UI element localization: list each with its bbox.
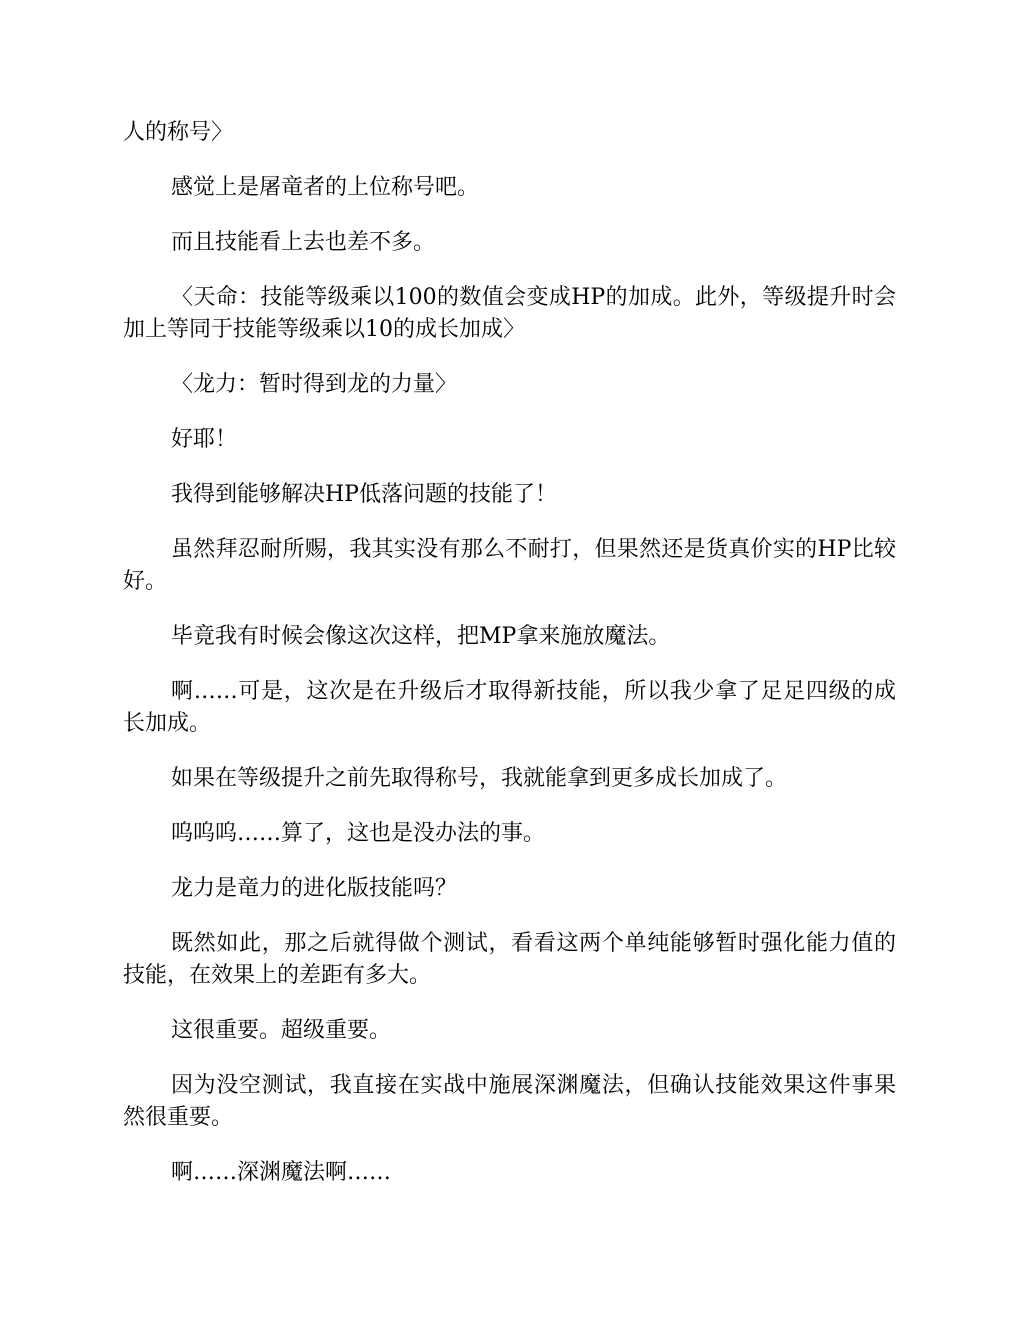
paragraph: 如果在等级提升之前先取得称号，我就能拿到更多成长加成了。 bbox=[171, 766, 788, 791]
paragraph: 〈龙力：暂时得到龙的力量〉 bbox=[171, 372, 458, 397]
paragraph: 毕竟我有时候会像这次这样，把MP拿来施放魔法。 bbox=[171, 624, 671, 649]
paragraph: 既然如此，那之后就得做个测试，看看这两个单纯能够暂时强化能力值的技能，在效果上的差距有多大。 bbox=[123, 931, 896, 988]
paragraph: 而且技能看上去也差不多。 bbox=[171, 230, 436, 255]
paragraph: 人的称号〉 bbox=[123, 120, 234, 145]
paragraph: 虽然拜忍耐所赐，我其实没有那么不耐打，但果然还是货真价实的HP比较好。 bbox=[123, 537, 896, 594]
paragraph: 啊……深渊魔法啊…… bbox=[171, 1160, 392, 1185]
paragraph: 好耶！ bbox=[171, 427, 238, 452]
paragraph: 因为没空测试，我直接在实战中施展深渊魔法，但确认技能效果这件事果然很重要。 bbox=[123, 1073, 896, 1130]
paragraph: 我得到能够解决HP低落问题的技能了！ bbox=[171, 482, 557, 507]
paragraph: 啊……可是，这次是在升级后才取得新技能，所以我少拿了足足四级的成长加成。 bbox=[123, 679, 896, 736]
paragraph: 龙力是竜力的进化版技能吗？ bbox=[171, 876, 458, 901]
paragraph: 感觉上是屠竜者的上位称号吧。 bbox=[171, 175, 480, 200]
document-page bbox=[123, 117, 896, 1212]
paragraph: 呜呜呜……算了，这也是没办法的事。 bbox=[171, 821, 546, 846]
paragraph: 这很重要。超级重要。 bbox=[171, 1018, 392, 1043]
paragraph: 〈天命：技能等级乘以100的数值会变成HP的加成。此外，等级提升时会加上等同于技能等级乘以10的成长加成〉 bbox=[123, 285, 896, 342]
